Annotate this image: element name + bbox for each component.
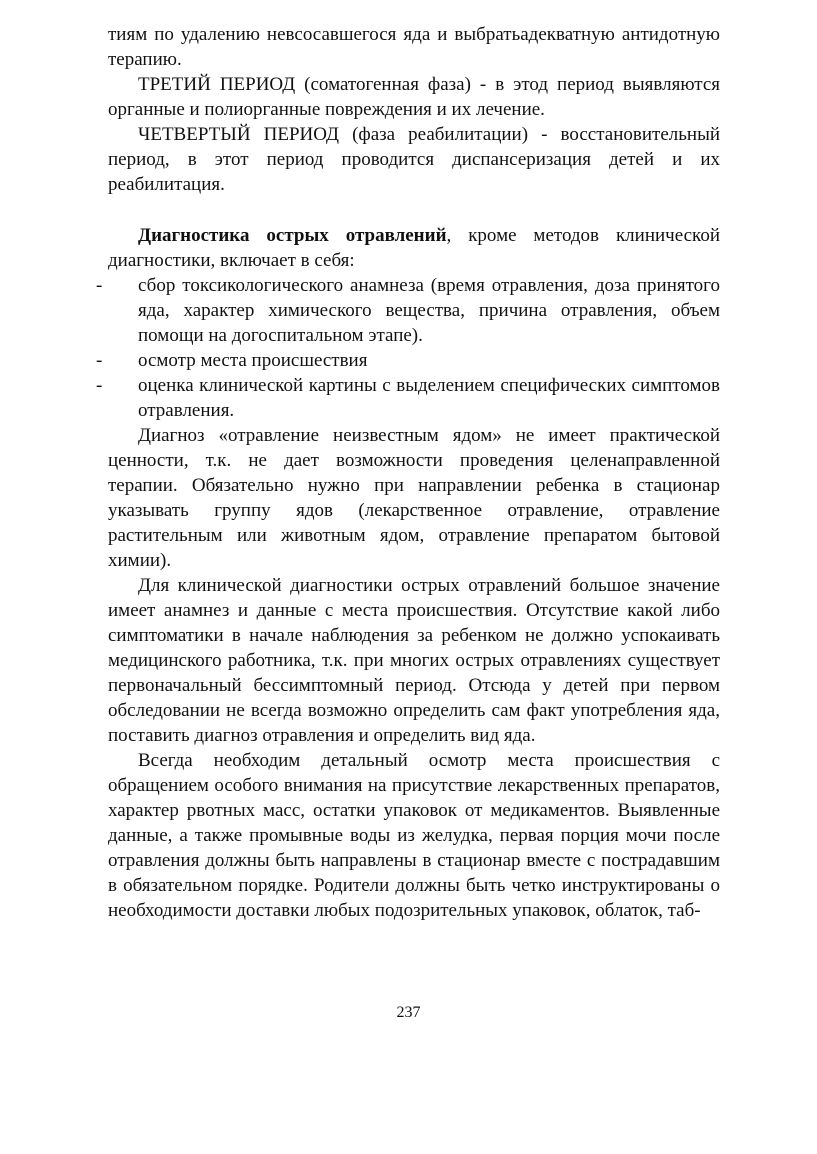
list-dash: -: [96, 275, 103, 296]
paragraph-continuation: тиям по удалению невсосавшегося яда и выбратьадекватную антидотную терапию.: [108, 24, 720, 70]
paragraph-site-inspection: Всегда необходим детальный осмотр места происшествия с обращением особого внимания на присутствие лекарственных препаратов, характер рвотных масс, остатки упаковок от медикаментов. Выявленные данные, а также промывные воды из желудка, первая порция мочи после отравления должны быть направлены в стационар вместе с пострадавшим в обязательном порядке. Родители должны быть четко инструктированы о необходимости доставки любых подозрительных упаковок, облаток, таб-: [108, 750, 720, 921]
page-body: [96, 22, 720, 923]
diagnostics-heading: Диагностика острых отравлений: [138, 225, 447, 246]
list-item-text: осмотр места происшествия: [138, 350, 368, 371]
page-number: 237: [396, 1004, 421, 1021]
list-dash: -: [96, 375, 103, 396]
paragraph-fourth-period: ЧЕТВЕРТЫЙ ПЕРИОД (фаза реабилитации) - восстановительный период, в этот период проводится диспансеризация детей и их реабилитация.: [108, 124, 720, 195]
list-dash: -: [96, 350, 103, 371]
paragraph-unknown-poison: Диагноз «отравление неизвестным ядом» не имеет практической ценности, т.к. не дает возможности проведения целенаправленной терапии. Обязательно нужно при направлении ребенка в стационар указывать группу ядов (лекарственное отравление, отравление растительным или животным ядом, отравление препаратом бытовой химии).: [108, 425, 720, 571]
list-item-text: оценка клинической картины с выделением специфических симптомов отравления.: [138, 375, 720, 421]
list-item: [96, 273, 720, 348]
list-item: [96, 373, 720, 423]
section-gap: [108, 197, 720, 223]
list-item: [96, 348, 720, 373]
list-item-text: сбор токсикологического анамнеза (время отравления, доза принятого яда, характер химического вещества, причина отравления, объем помощи на догоспитальном этапе).: [138, 275, 720, 346]
paragraph-diagnostics-intro: [108, 223, 720, 273]
paragraph-clinical-diagnostics: Для клинической диагностики острых отравлений большое значение имеет анамнез и данные с места происшествия. Отсутствие какой либо симптоматики в начале наблюдения за ребенком не должно успокаивать медицинского работника, т.к. при многих острых отравлениях существует первоначальный бессимптомный период. Отсюда у детей при первом обследовании не всегда возможно определить сам факт употребления яда, поставить диагноз отравления и определить вид яда.: [108, 575, 720, 746]
paragraph-third-period: ТРЕТИЙ ПЕРИОД (соматогенная фаза) - в этод период выявляются органные и полиорганные повреждения и их лечение.: [108, 74, 720, 120]
diagnostics-list: [96, 273, 720, 423]
diagnostics-intro-text: , кроме методов клинической диагностики, включает в себя:: [108, 225, 720, 271]
